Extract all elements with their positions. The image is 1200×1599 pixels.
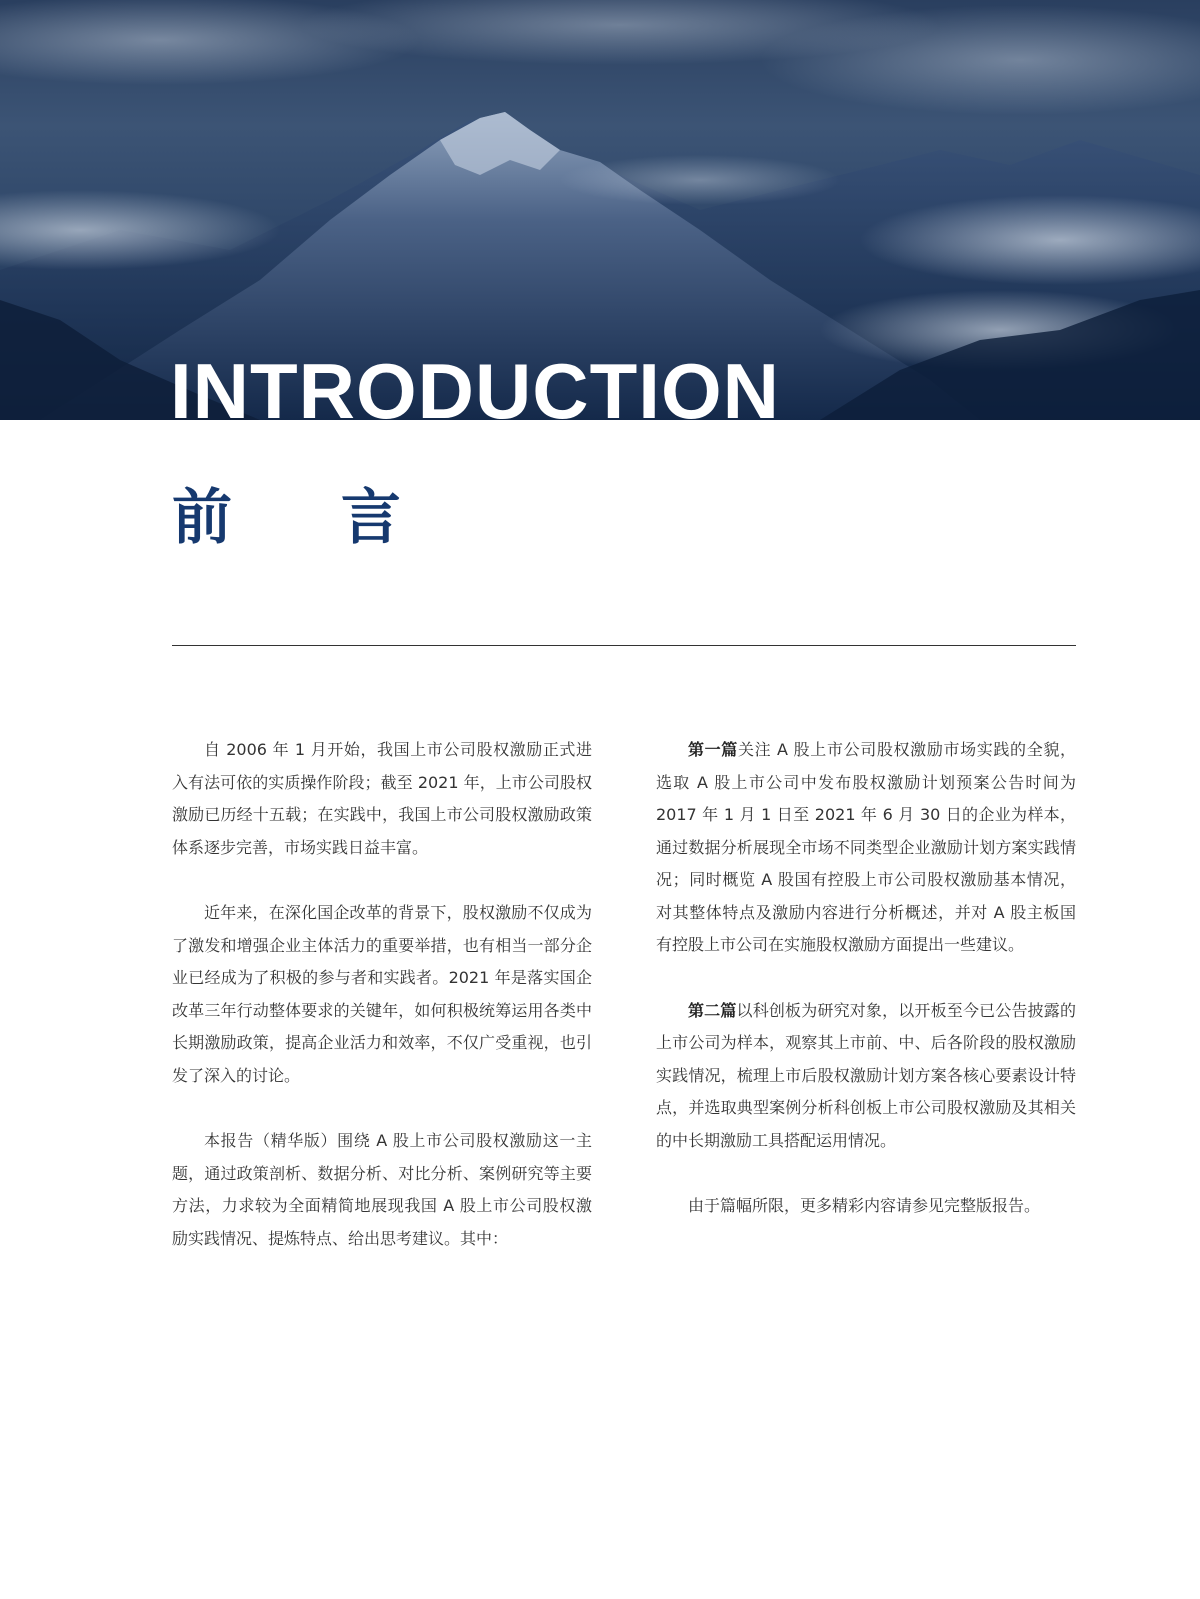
paragraph-part-one — [656, 734, 1076, 962]
paragraph: 本报告（精华版）围绕 A 股上市公司股权激励这一主题，通过政策剖析、数据分析、对比分析、案例研究等主要方法，力求较为全面精简地展现我国 A 股上市公司股权激励实践情况、提炼特点、给出思考建议。其中： — [172, 1131, 592, 1248]
hero-title: INTRODUCTION — [170, 347, 780, 420]
paragraph-part-two — [656, 995, 1076, 1158]
paragraph: 由于篇幅所限，更多精彩内容请参见完整版报告。 — [688, 1196, 1041, 1215]
part-two-label: 第二篇 — [688, 1000, 737, 1020]
part-one-label: 第一篇 — [688, 740, 738, 759]
divider — [172, 645, 1076, 646]
part-two-text: 以科创板为研究对象，以开板至今已公告披露的上市公司为样本，观察其上市前、中、后各阶段的股权激励实践情况，梳理上市后股权激励计划方案各核心要素设计特点，并选取典型案例分析科创板上市公司股权激励及其相关的中长期激励工具搭配运用情况。 — [656, 1000, 1076, 1150]
right-column — [656, 734, 1076, 1256]
part-one-text: 关注 A 股上市公司股权激励市场实践的全貌，选取 A 股上市公司中发布股权激励计划预案公告时间为 2017 年 1 月 1 日至 2021 年 6 月 30 日的企业为样本，通过数据分析展现全市场不同类型企业激励计划方案实践情况；同时概览 A 股国有控股上市公司股权激励基本情况，对其整体特点及激励内容进行分析概述，并对 A 股主板国有控股上市公司在实施股权激励方面提出一些建议。 — [656, 740, 1076, 954]
hero-banner — [0, 0, 1200, 420]
left-column — [172, 734, 592, 1288]
page-title: 前 言 — [172, 483, 445, 553]
paragraph: 自 2006 年 1 月开始，我国上市公司股权激励正式进入有法可依的实质操作阶段；截至 2021 年，上市公司股权激励已历经十五载；在实践中，我国上市公司股权激励政策体系逐步完善，市场实践日益丰富。 — [172, 740, 592, 857]
paragraph: 近年来，在深化国企改革的背景下，股权激励不仅成为了激发和增强企业主体活力的重要举措，也有相当一部分企业已经成为了积极的参与者和实践者。2021 年是落实国企改革三年行动整体要求的关键年，如何积极统筹运用各类中长期激励政策，提高企业活力和效率，不仅广受重视，也引发了深入的讨论。 — [172, 903, 592, 1085]
